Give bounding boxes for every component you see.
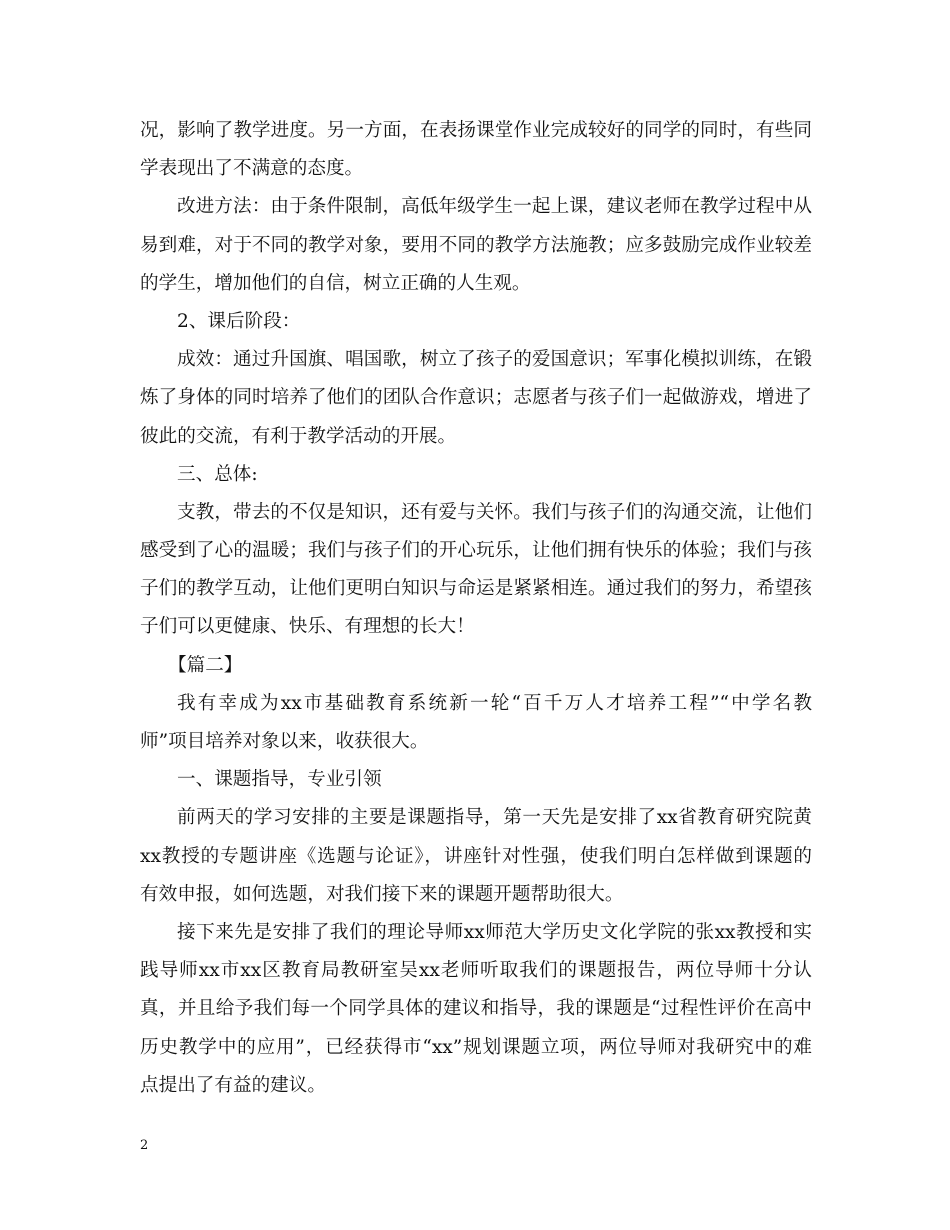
text-line: 践导师xx市xx区教育局教研室吴xx老师听取我们的课题报告，两位导师十分认: [140, 960, 812, 982]
section-heading: 三、总体:: [177, 463, 258, 485]
paragraph-start-line: 支教，带去的不仅是知识，还有爱与关怀。我们与孩子们的沟通交流，让他们: [177, 501, 812, 523]
section-heading: 一、课题指导，专业引领: [177, 769, 382, 791]
text-line: 历史教学中的应用”，已经获得市“xx”规划课题立项，两位导师对我研究中的难: [140, 1036, 812, 1058]
paragraph-start-line: 成效：通过升国旗、唱国歌，树立了孩子的爱国意识；军事化模拟训练，在锻: [177, 349, 812, 371]
text-line: 师”项目培养对象以来，收获很大。: [140, 731, 429, 752]
text-line: 点提出了有益的建议。: [140, 1074, 326, 1096]
text-line: 子们的教学互动，让他们更明白知识与命运是紧紧相连。通过我们的努力，希望孩: [140, 578, 812, 600]
text-line: 况，影响了教学进度。另一方面，在表扬课堂作业完成较好的同学的同时，有些同: [140, 120, 812, 141]
text-line: 感受到了心的温暖；我们与孩子们的开心玩乐，让他们拥有快乐的体验；我们与孩: [140, 540, 812, 562]
text-line: 的学生，增加他们的自信，树立正确的人生观。: [140, 272, 531, 294]
text-line: xx教授的专题讲座《选题与论证》，讲座针对性强，使我们明白怎样做到课题的: [140, 845, 812, 867]
text-line: 学表现出了不满意的态度。: [140, 158, 364, 180]
text-line: 易到难，对于不同的教学对象，要用不同的教学方法施教；应多鼓励完成作业较差: [140, 234, 812, 256]
paragraph-start-line: 前两天的学习安排的主要是课题指导，第一天先是安排了xx省教育研究院黄: [177, 807, 812, 829]
part-heading: 【篇二】: [168, 654, 243, 676]
text-line: 真，并且给予我们每一个同学具体的建议和指导，我的课题是“过程性评价在高中: [140, 998, 812, 1020]
text-line: 炼了身体的同时培养了他们的团队合作意识；志愿者与孩子们一起做游戏，增进了: [140, 387, 812, 409]
text-line: 子们可以更健康、快乐、有理想的长大！: [140, 616, 475, 638]
section-heading: 2、课后阶段：: [177, 310, 301, 332]
document-body: [140, 112, 812, 1105]
paragraph-start-line: 接下来先是安排了我们的理论导师xx师范大学历史文化学院的张xx教授和实: [177, 921, 812, 943]
paragraph-start-line: 改进方法：由于条件限制，高低年级学生一起上课，建议老师在教学过程中从: [177, 196, 812, 218]
paragraph-start-line: 我有幸成为xx市基础教育系统新一轮“百千万人才培养工程”“中学名教: [177, 692, 812, 714]
text-line: 彼此的交流，有利于教学活动的开展。: [140, 425, 457, 447]
page-number: 2: [140, 1138, 149, 1153]
text-line: 有效申报，如何选题，对我们接下来的课题开题帮助很大。: [140, 883, 624, 905]
